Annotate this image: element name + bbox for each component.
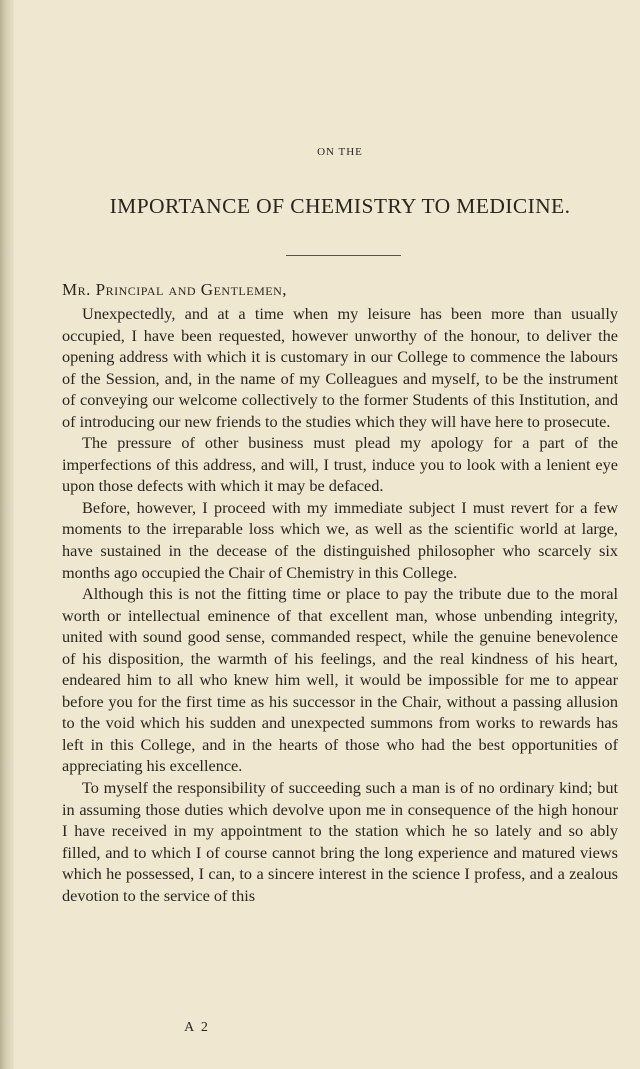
- paragraph: Before, however, I proceed with my immediate subject I must revert for a few moments to the irreparable loss which we, as well as the scientific world at large, have sustained in the decease of the distinguished philosopher who scarcely six months ago occupied the Chair of Chemistry in this College.: [62, 497, 618, 582]
- page-title: IMPORTANCE OF CHEMISTRY TO MEDICINE.: [109, 194, 571, 218]
- paragraph: To myself the responsibility of succeeding such a man is of no ordinary kind; but in assuming those duties which devolve upon me in consequence of the high honour I have received in my appointment to the station which he so lately and so ably filled, and to which I of course cannot bring the long experience and matured views which he possessed, I can, to a sincere interest in the science I profess, and a zealous devotion to the service of this: [62, 778, 618, 905]
- paragraph: The pressure of other business must plead my apology for a part of the imperfections of this address, and will, I trust, induce you to look with a lenient eye upon those defects with which it may be defaced.: [62, 433, 618, 496]
- body-text: [62, 303, 618, 906]
- title-divider: [286, 255, 401, 256]
- signature-mark: A 2: [184, 1020, 210, 1035]
- book-spine-shadow: [0, 0, 14, 1069]
- paragraph: Unexpectedly, and at a time when my leisure has been more than usually occupied, I have been requested, however unworthy of the honour, to deliver the opening address with which it is customary in our College to commence the labours of the Session, and, in the name of my Colleagues and myself, to be the instrument of conveying our welcome collectively to the former Students of this Institution, and of introducing our new friends to the studies which they will have here to prosecute.: [62, 304, 618, 431]
- paragraph: Although this is not the fitting time or place to pay the tribute due to the moral worth or intellectual eminence of that excellent man, whose unbending integrity, united with sound good sense, commanded respect, while the genuine benevolence of his disposition, the warmth of his feelings, and the real kindness of his heart, endeared him to all who knew him well, it would be impossible for me to appear before you for the first time as his successor in the Chair, without a passing allusion to the void which his sudden and unexpected summons from works to rewards has left in this College, and in the hearts of those who had the best opportunities of appreciating his excellence.: [62, 584, 618, 776]
- title-overline: ON THE: [317, 146, 363, 158]
- salutation: Mr. Principal and Gentlemen,: [62, 280, 287, 299]
